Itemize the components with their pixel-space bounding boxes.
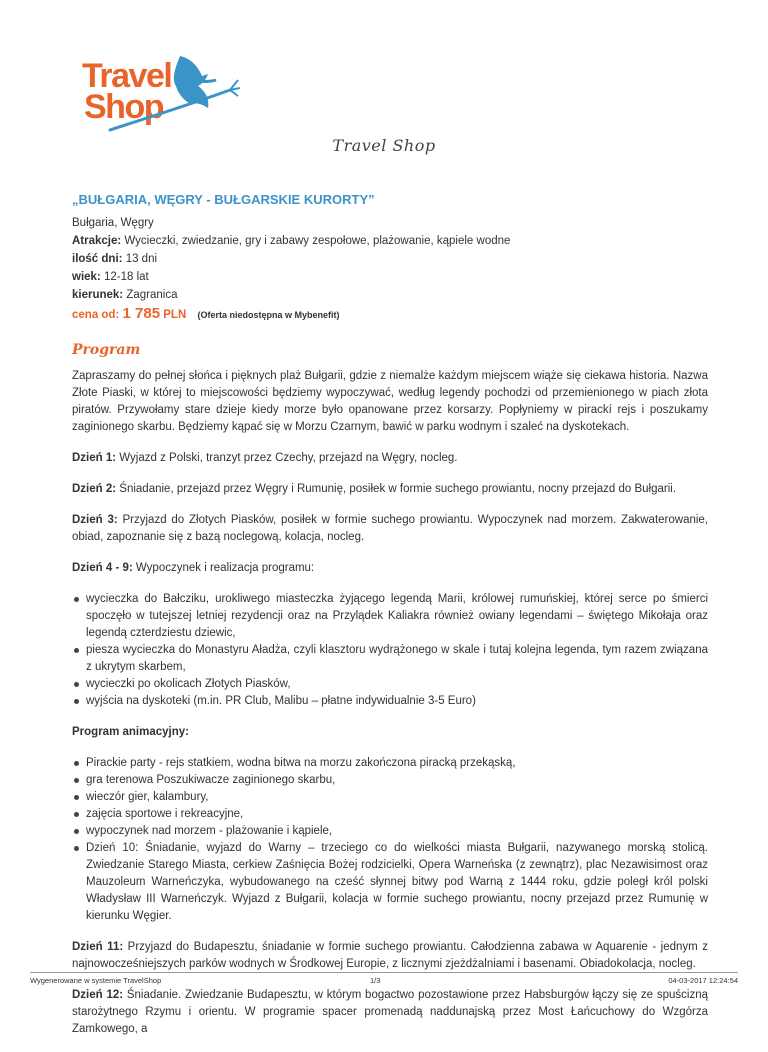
price-currency: PLN <box>163 309 187 321</box>
list-item: zajęcia sportowe i rekreacyjne, <box>86 806 708 823</box>
footer-generator: Wygenerowane w systemie TravelShop <box>30 976 162 985</box>
days-label: ilość dni: <box>72 253 123 265</box>
offer-direction <box>72 286 708 304</box>
day-12-text: Śniadanie. Zwiedzanie Budapesztu, w którym bogactwo pozostawione przez Habsburgów łączy się ze spuścizną starożytnego Rzymu i orientu. W programie spacer promenadą naddunajską przez Most Łańcuchowy do Wzgórza Zamkowego, a <box>72 989 708 1035</box>
list-item: wypoczynek nad morzem - plażowanie i kąpiele, <box>86 823 708 840</box>
offer-price <box>72 304 708 325</box>
day-3-label: Dzień 3: <box>72 514 118 526</box>
list-item: Dzień 10: Śniadanie, wyjazd do Warny – trzeciego co do wielkości miasta Bułgarii, nazywanego morską stolicą. Zwiedzanie Starego Miasta, cerkiew Zaśnięcia Bożej rodzicielki, Opera Warneńska (z zewnątrz), plac Nezawisimost oraz Mauzoleum Warneńczyka, wybudowanego na cześć słynnej bitwy pod Warną z 1444 roku, gdzie poległ król polski Władysław III Warneńczyk. Wyjazd z Bułgarii, kolacja w formie suchego prowiantu, nocny przejazd przez Rumunię w kierunku Węgier. <box>86 840 708 925</box>
offer-days <box>72 250 708 268</box>
animation-program-label <box>72 724 708 741</box>
list-item: Pirackie party - rejs statkiem, wodna bitwa na morzu zakończona piracką przekąską, <box>86 755 708 772</box>
day-3-text: Przyjazd do Złotych Piasków, posiłek w formie suchego prowiantu. Wypoczynek nad morzem. Zakwaterowanie, obiad, zapoznanie się z bazą noclegową, kolacja, nocleg. <box>72 514 709 543</box>
day-2-text: Śniadanie, przejazd przez Węgry i Rumunię, posiłek w formie suchego prowiantu, nocny przejazd do Bułgarii. <box>116 483 677 495</box>
list-item: wycieczki po okolicach Złotych Piasków, <box>86 676 708 693</box>
activities-list <box>72 591 708 710</box>
animation-list <box>72 755 708 925</box>
day-3 <box>72 512 708 546</box>
offer-content <box>72 192 708 1052</box>
brand-title: Travel Shop <box>332 136 436 155</box>
price-label: cena od: <box>72 309 120 321</box>
list-item: wycieczka do Bałcziku, urokliwego miasteczka żyjącego legendą Marii, królowej rumuńskiej, której serce po śmierci spoczęło w tutejszej letniej rezydencji oraz na Przylądek Kaliakra również owiany legendami – świętego Mikołaja oraz legendą czterdziestu dziewic, <box>86 591 708 642</box>
logo-text-line2: Shop <box>84 88 163 126</box>
day-1-label: Dzień 1: <box>72 452 117 464</box>
program-heading: Program <box>72 342 141 358</box>
offer-age <box>72 268 708 286</box>
day-11 <box>72 939 708 973</box>
day-12 <box>72 987 708 1038</box>
price-note: (Oferta niedostępna w Mybenefit) <box>197 310 340 320</box>
day-1-text: Wyjazd z Polski, tranzyt przez Czechy, przejazd na Węgry, nocleg. <box>116 452 458 464</box>
animation-program-label-text: Program animacyjny: <box>72 726 189 738</box>
days-value: 13 dni <box>125 253 158 265</box>
footer-page-number: 1/3 <box>370 976 381 985</box>
direction-value: Zagranica <box>126 289 178 301</box>
day-4-9 <box>72 560 708 577</box>
attractions-label: Atrakcje: <box>72 235 122 247</box>
list-item: wyjścia na dyskoteki (m.in. PR Club, Malibu – płatne indywidualnie 3-5 Euro) <box>86 693 708 710</box>
program-intro: Zapraszamy do pełnej słońca i pięknych plaż Bułgarii, gdzie z niemalże każdym miejscem wiąże się ciekawa historia. Nazwa Złote Piaski, w której to miejscowości będziemy wypoczywać, według legendy pochodzi od przemienionego w piach złota piratów. Przywołamy stare dzieje kiedy morze było opanowane przez korsarzy. Popłyniemy w pirackí rejs i poszukamy zaginionego skarbu. Będziemy kąpać się w Morzu Czarnym, bawić w parku wodnym i szaleć na dyskotekach. <box>72 370 708 433</box>
day-2 <box>72 481 708 498</box>
list-item: gra terenowa Poszukiwacze zaginionego skarbu, <box>86 772 708 789</box>
day-1 <box>72 450 708 467</box>
day-4-9-text: Wypoczynek i realizacja programu: <box>132 562 315 574</box>
list-item: piesza wycieczka do Monastyru Aładża, czyli klasztoru wydrążonego w skale i tutaj kolejna legenda, tym razem związana z ukrytym skarbem, <box>86 642 708 676</box>
logo-text-line1: Travel <box>82 57 172 95</box>
price-value: 1 785 <box>122 305 161 322</box>
day-4-9-label: Dzień 4 - 9: <box>72 562 133 574</box>
day-2-label: Dzień 2: <box>72 483 117 495</box>
list-item: wieczór gier, kalambury, <box>86 789 708 806</box>
witch-on-broom-icon <box>80 50 240 140</box>
offer-countries: Bułgaria, Węgry <box>72 217 154 229</box>
age-label: wiek: <box>72 271 101 283</box>
page-footer <box>30 972 738 985</box>
age-value: 12-18 lat <box>103 271 149 283</box>
offer-attractions <box>72 232 708 250</box>
day-11-text: Przyjazd do Budapesztu, śniadanie w formie suchego prowiantu. Całodzienna zabawa w Aquarenie - jednym z najnowocześniejszych parków wodnych w Środkowej Europie, z licznymi zjeżdżalniami i basenami. Obiadokolacja, nocleg. <box>72 941 708 970</box>
day-11-label: Dzień 11: <box>72 941 124 953</box>
direction-label: kierunek: <box>72 289 124 301</box>
day-12-label: Dzień 12: <box>72 989 124 1001</box>
footer-timestamp: 04-03-2017 12:24:54 <box>668 976 738 985</box>
travel-shop-logo <box>80 50 240 140</box>
offer-title: „BUŁGARIA, WĘGRY - BUŁGARSKIE KURORTY” <box>72 192 375 207</box>
attractions-value: Wycieczki, zwiedzanie, gry i zabawy zespołowe, plażowanie, kąpiele wodne <box>124 235 511 247</box>
